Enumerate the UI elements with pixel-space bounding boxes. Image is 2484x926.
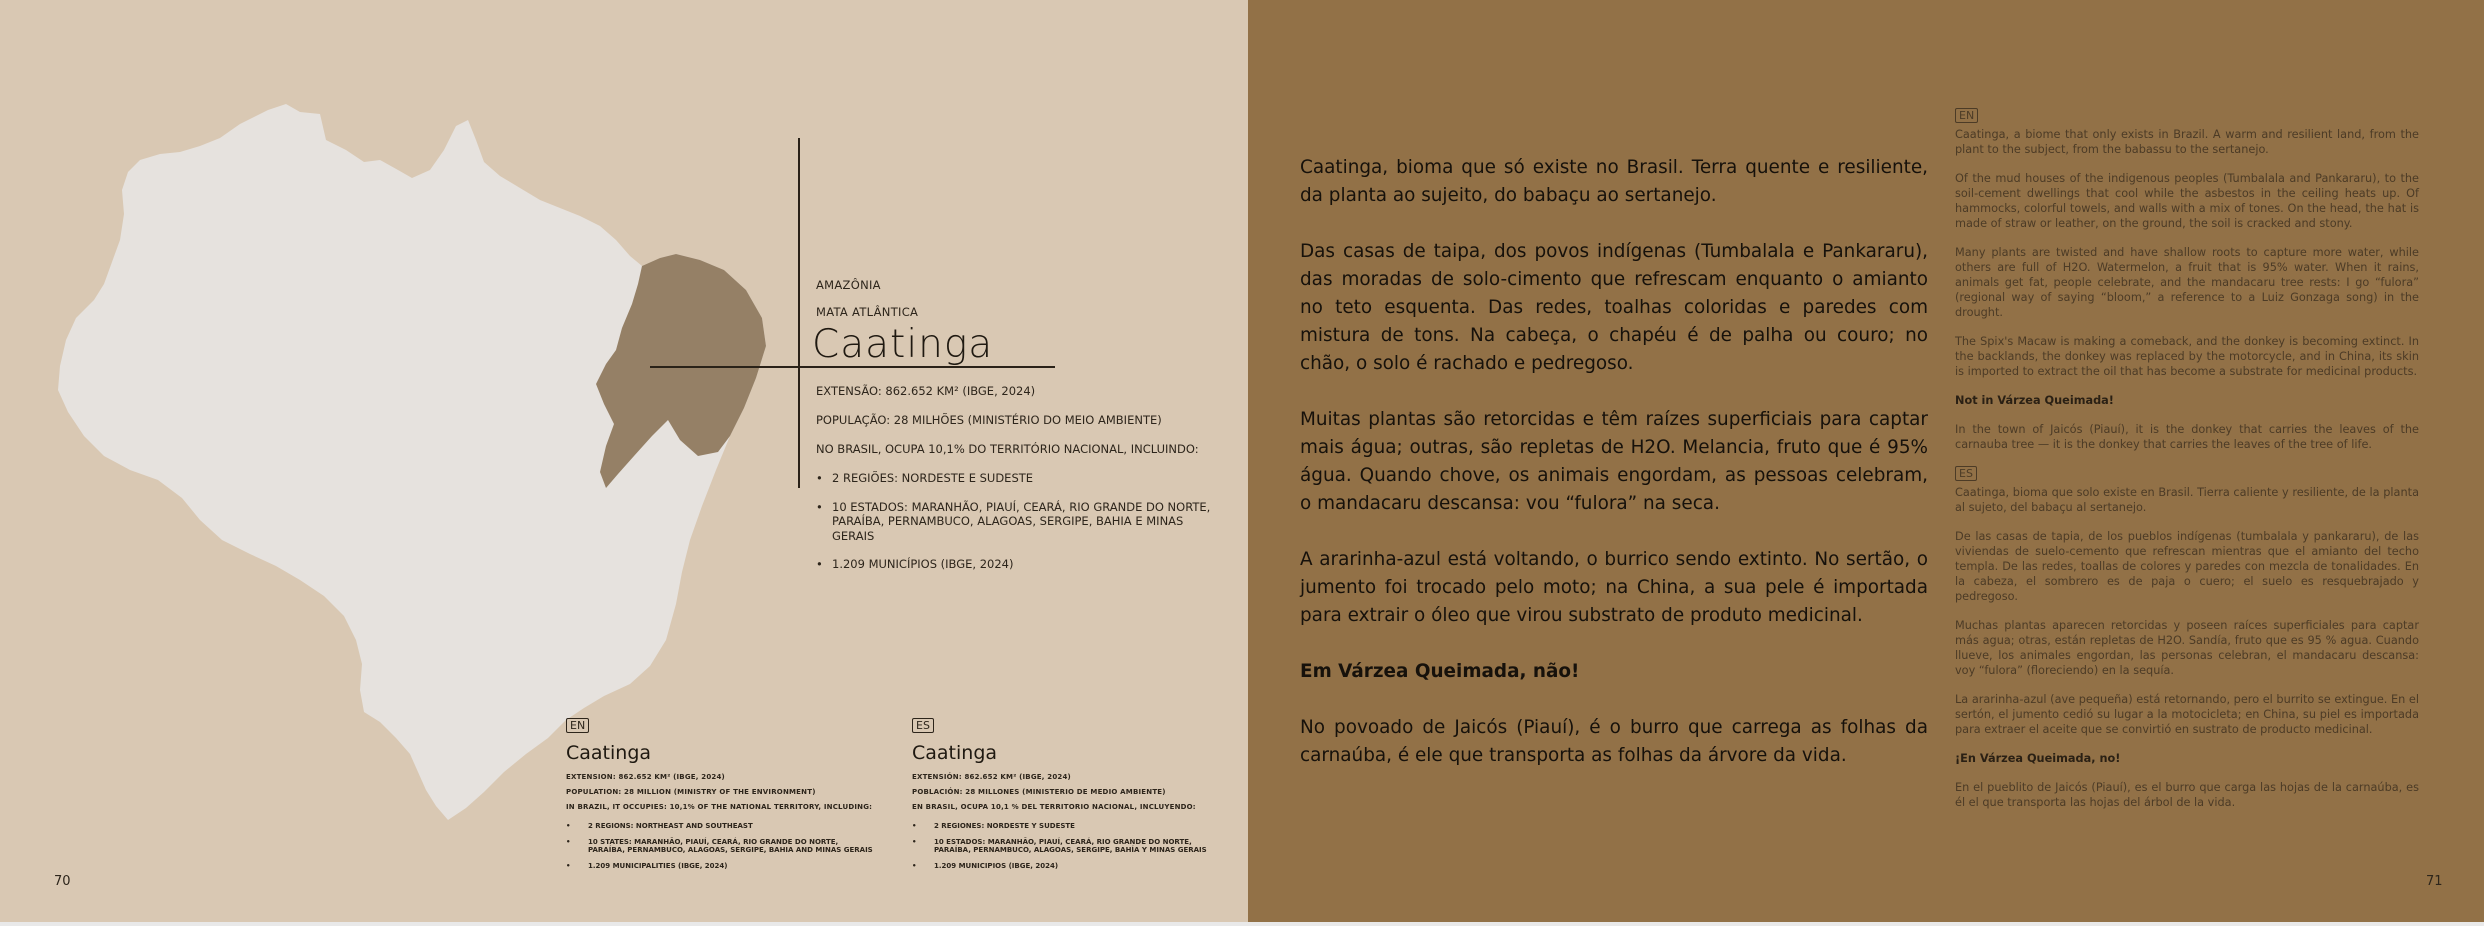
brazil-silhouette bbox=[58, 104, 766, 820]
vertical-rule bbox=[798, 138, 800, 488]
es-bullet: • 2 REGIONES: NORDESTE Y SUDESTE bbox=[912, 822, 1222, 831]
pt-paragraph: No povoado de Jaicós (Piauí), é o burro que carrega as folhas da carnaúba, é ele que transporta as folhas da árvore da vida. bbox=[1300, 717, 1928, 766]
translations-column bbox=[1955, 108, 2419, 824]
en-bullets bbox=[566, 822, 876, 870]
es-tag: ES bbox=[1955, 466, 1977, 481]
en-paragraph: Of the mud houses of the indigenous peoples (Tumbalala and Pankararu), to the soil-cement dwellings that cool while the asbestos in the ceiling heats up. Of hammocks, colorful towels, and walls with a mix of tones. On the head, the hat is made of straw or leather, on the ground, the soil is cracked and stony. bbox=[1955, 172, 2419, 230]
pt-paragraph: Das casas de taipa, dos povos indígenas (Tumbalala e Pankararu), das moradas de solo-cimento que refrescam enquanto o amianto no teto esquenta. Das redes, toalhas coloridas e paredes com mistura de tons. Na cabeça, o chapéu é de palha ou couro; no chão, o solo é rachado e pedregoso. bbox=[1300, 241, 1928, 374]
pt-emphasis: Em Várzea Queimada, não! bbox=[1300, 661, 1580, 682]
en-paragraph: In the town of Jaicós (Piauí), it is the donkey that carries the leaves of the carnauba tree — it is the donkey that carries the leaves of the tree of life. bbox=[1955, 423, 2419, 451]
es-paragraph: Muchas plantas aparecen retorcidas y poseen raíces superficiales para captar más agua; otras, están repletas de H2O. Sandía, fruto que es 95 % agua. Cuando llueve, los animales engordan, las personas celebran, el mandacaru descansa: voy “fulora” (floreciendo) en la sequía. bbox=[1955, 619, 2419, 677]
en-bullet: • 2 REGIONS: NORTHEAST AND SOUTHEAST bbox=[566, 822, 876, 831]
bullet-item: • 10 ESTADOS: MARANHÃO, PIAUÍ, CEARÁ, RIO GRANDE DO NORTE, PARAÍBA, PERNAMBUCO, ALAGOAS, SERGIPE, BAHIA E MINAS GERAIS bbox=[816, 500, 1216, 544]
biome-facts bbox=[816, 384, 1216, 586]
es-summary-title: Caatinga bbox=[912, 742, 998, 764]
facts-bullets bbox=[816, 471, 1216, 572]
es-fact: POBLACIÓN: 28 MILLONES (MINISTERIO DE MEDIO AMBIENTE) bbox=[912, 788, 1166, 796]
pt-paragraph: Caatinga, bioma que só existe no Brasil. Terra quente e resiliente, da planta ao sujeito, do babaçu ao sertanejo. bbox=[1300, 157, 1928, 206]
en-bullet: • 1.209 MUNICIPALITIES (IBGE, 2024) bbox=[566, 862, 876, 871]
es-paragraph: La ararinha-azul (ave pequeña) está retornando, pero el burrito se extingue. En el sertón, el jumento cedió su lugar a la motocicleta; en China, su piel es importada para extraer el aceite que se convirtió en sustrato de producto medicinal. bbox=[1955, 693, 2419, 736]
portuguese-text bbox=[1300, 154, 1928, 798]
bullet-item: • 1.209 MUNICÍPIOS (IBGE, 2024) bbox=[816, 557, 1216, 572]
en-summary-title: Caatinga bbox=[566, 742, 652, 764]
bullet-item: • 2 REGIÕES: NORDESTE E SUDESTE bbox=[816, 471, 1216, 486]
en-fact: IN BRAZIL, IT OCCUPIES: 10,1% OF THE NATIONAL TERRITORY, INCLUDING: bbox=[566, 803, 873, 811]
en-fact: POPULATION: 28 MILLION (MINISTRY OF THE ENVIRONMENT) bbox=[566, 788, 816, 796]
page-number-left: 70 bbox=[54, 874, 71, 889]
es-paragraph: En el pueblito de Jaicós (Piauí), es el burro que carga las hojas de la carnaúba, es él el que transporta las hojas del árbol de la vida. bbox=[1955, 781, 2419, 809]
en-tag: EN bbox=[1955, 108, 1978, 123]
fact-extension: EXTENSÃO: 862.652 KM² (IBGE, 2024) bbox=[816, 384, 1036, 398]
es-fact: EXTENSIÓN: 862.652 KM² (IBGE, 2024) bbox=[912, 773, 1071, 781]
en-paragraph: Caatinga, a biome that only exists in Brazil. A warm and resilient land, from the plant to the subject, from the babassu to the sertanejo. bbox=[1955, 128, 2419, 156]
page-number-right: 71 bbox=[2426, 874, 2443, 889]
es-bullets bbox=[912, 822, 1222, 870]
biome-title: Caatinga bbox=[812, 322, 994, 367]
en-tag: EN bbox=[566, 718, 589, 733]
pt-paragraph: Muitas plantas são retorcidas e têm raízes superficiais para captar mais água; outras, são repletas de H2O. Melancia, fruto que é 95% água. Quando chove, os animais engordam, as pessoas celebram, o mandacaru descansa: vou “fulora” na seca. bbox=[1300, 409, 1928, 514]
en-fact: EXTENSION: 862.652 KM² (IBGE, 2024) bbox=[566, 773, 725, 781]
es-tag: ES bbox=[912, 718, 934, 733]
es-emphasis: ¡En Várzea Queimada, no! bbox=[1955, 752, 2121, 765]
pt-paragraph: A ararinha-azul está voltando, o burrico sendo extinto. No sertão, o jumento foi trocado pelo moto; na China, a sua pele é importada para extrair o óleo que virou substrato de produto medicinal. bbox=[1300, 549, 1928, 626]
fact-territory: NO BRASIL, OCUPA 10,1% DO TERRITÓRIO NACIONAL, INCLUINDO: bbox=[816, 442, 1199, 456]
es-fact: EN BRASIL, OCUPA 10,1 % DEL TERRITORIO NACIONAL, INCLUYENDO: bbox=[912, 803, 1196, 811]
es-paragraph: Caatinga, bioma que solo existe en Brasil. Tierra caliente y resiliente, de la planta al sujeto, del babaçu al sertanejo. bbox=[1955, 486, 2419, 514]
es-bullet: • 1.209 MUNICIPIOS (IBGE, 2024) bbox=[912, 862, 1222, 871]
biome-list-item: AMAZÔNIA bbox=[816, 278, 881, 292]
biome-list-item: MATA ATLÂNTICA bbox=[816, 305, 919, 319]
es-summary bbox=[912, 714, 1222, 877]
en-paragraph: Many plants are twisted and have shallow roots to capture more water, while others are full of H2O. Watermelon, a fruit that is 95% water. When it rains, animals get fat, people celebrate, and the mandacaru tree rests: I go “fulora” (regional way of saying “bloom,” a reference to a Luiz Gonzaga song) in the drought. bbox=[1955, 246, 2419, 319]
en-paragraph: The Spix's Macaw is making a comeback, and the donkey is becoming extinct. In the backlands, the donkey was replaced by the motorcycle, and in China, its skin is imported to extract the oil that has become a substrate for medicinal products. bbox=[1955, 335, 2419, 378]
en-emphasis: Not in Várzea Queimada! bbox=[1955, 394, 2114, 407]
en-bullet: • 10 STATES: MARANHÃO, PIAUÍ, CEARÁ, RIO GRANDE DO NORTE, PARAÍBA, PERNAMBUCO, ALAGOAS, SERGIPE, BAHIA AND MINAS GERAIS bbox=[566, 838, 876, 855]
es-paragraph: De las casas de tapia, de los pueblos indígenas (tumbalala y pankararu), de las viviendas de suelo-cemento que refrescan mientras que el amianto del techo templa. De las redes, toallas de colores y paredes con mezcla de tonalidades. En la cabeza, el sombrero es de paja o cuero; el suelo es resquebrajado y pedregoso. bbox=[1955, 530, 2419, 603]
en-summary bbox=[566, 714, 876, 877]
es-bullet: • 10 ESTADOS: MARANHÃO, PIAUÍ, CEARÁ, RIO GRANDE DO NORTE, PARAÍBA, PERNAMBUCO, ALAGOAS, SERGIPE, BAHÍA Y MINAS GERAIS bbox=[912, 838, 1222, 855]
fact-population: POPULAÇÃO: 28 MILHÕES (MINISTÉRIO DO MEIO AMBIENTE) bbox=[816, 413, 1162, 427]
